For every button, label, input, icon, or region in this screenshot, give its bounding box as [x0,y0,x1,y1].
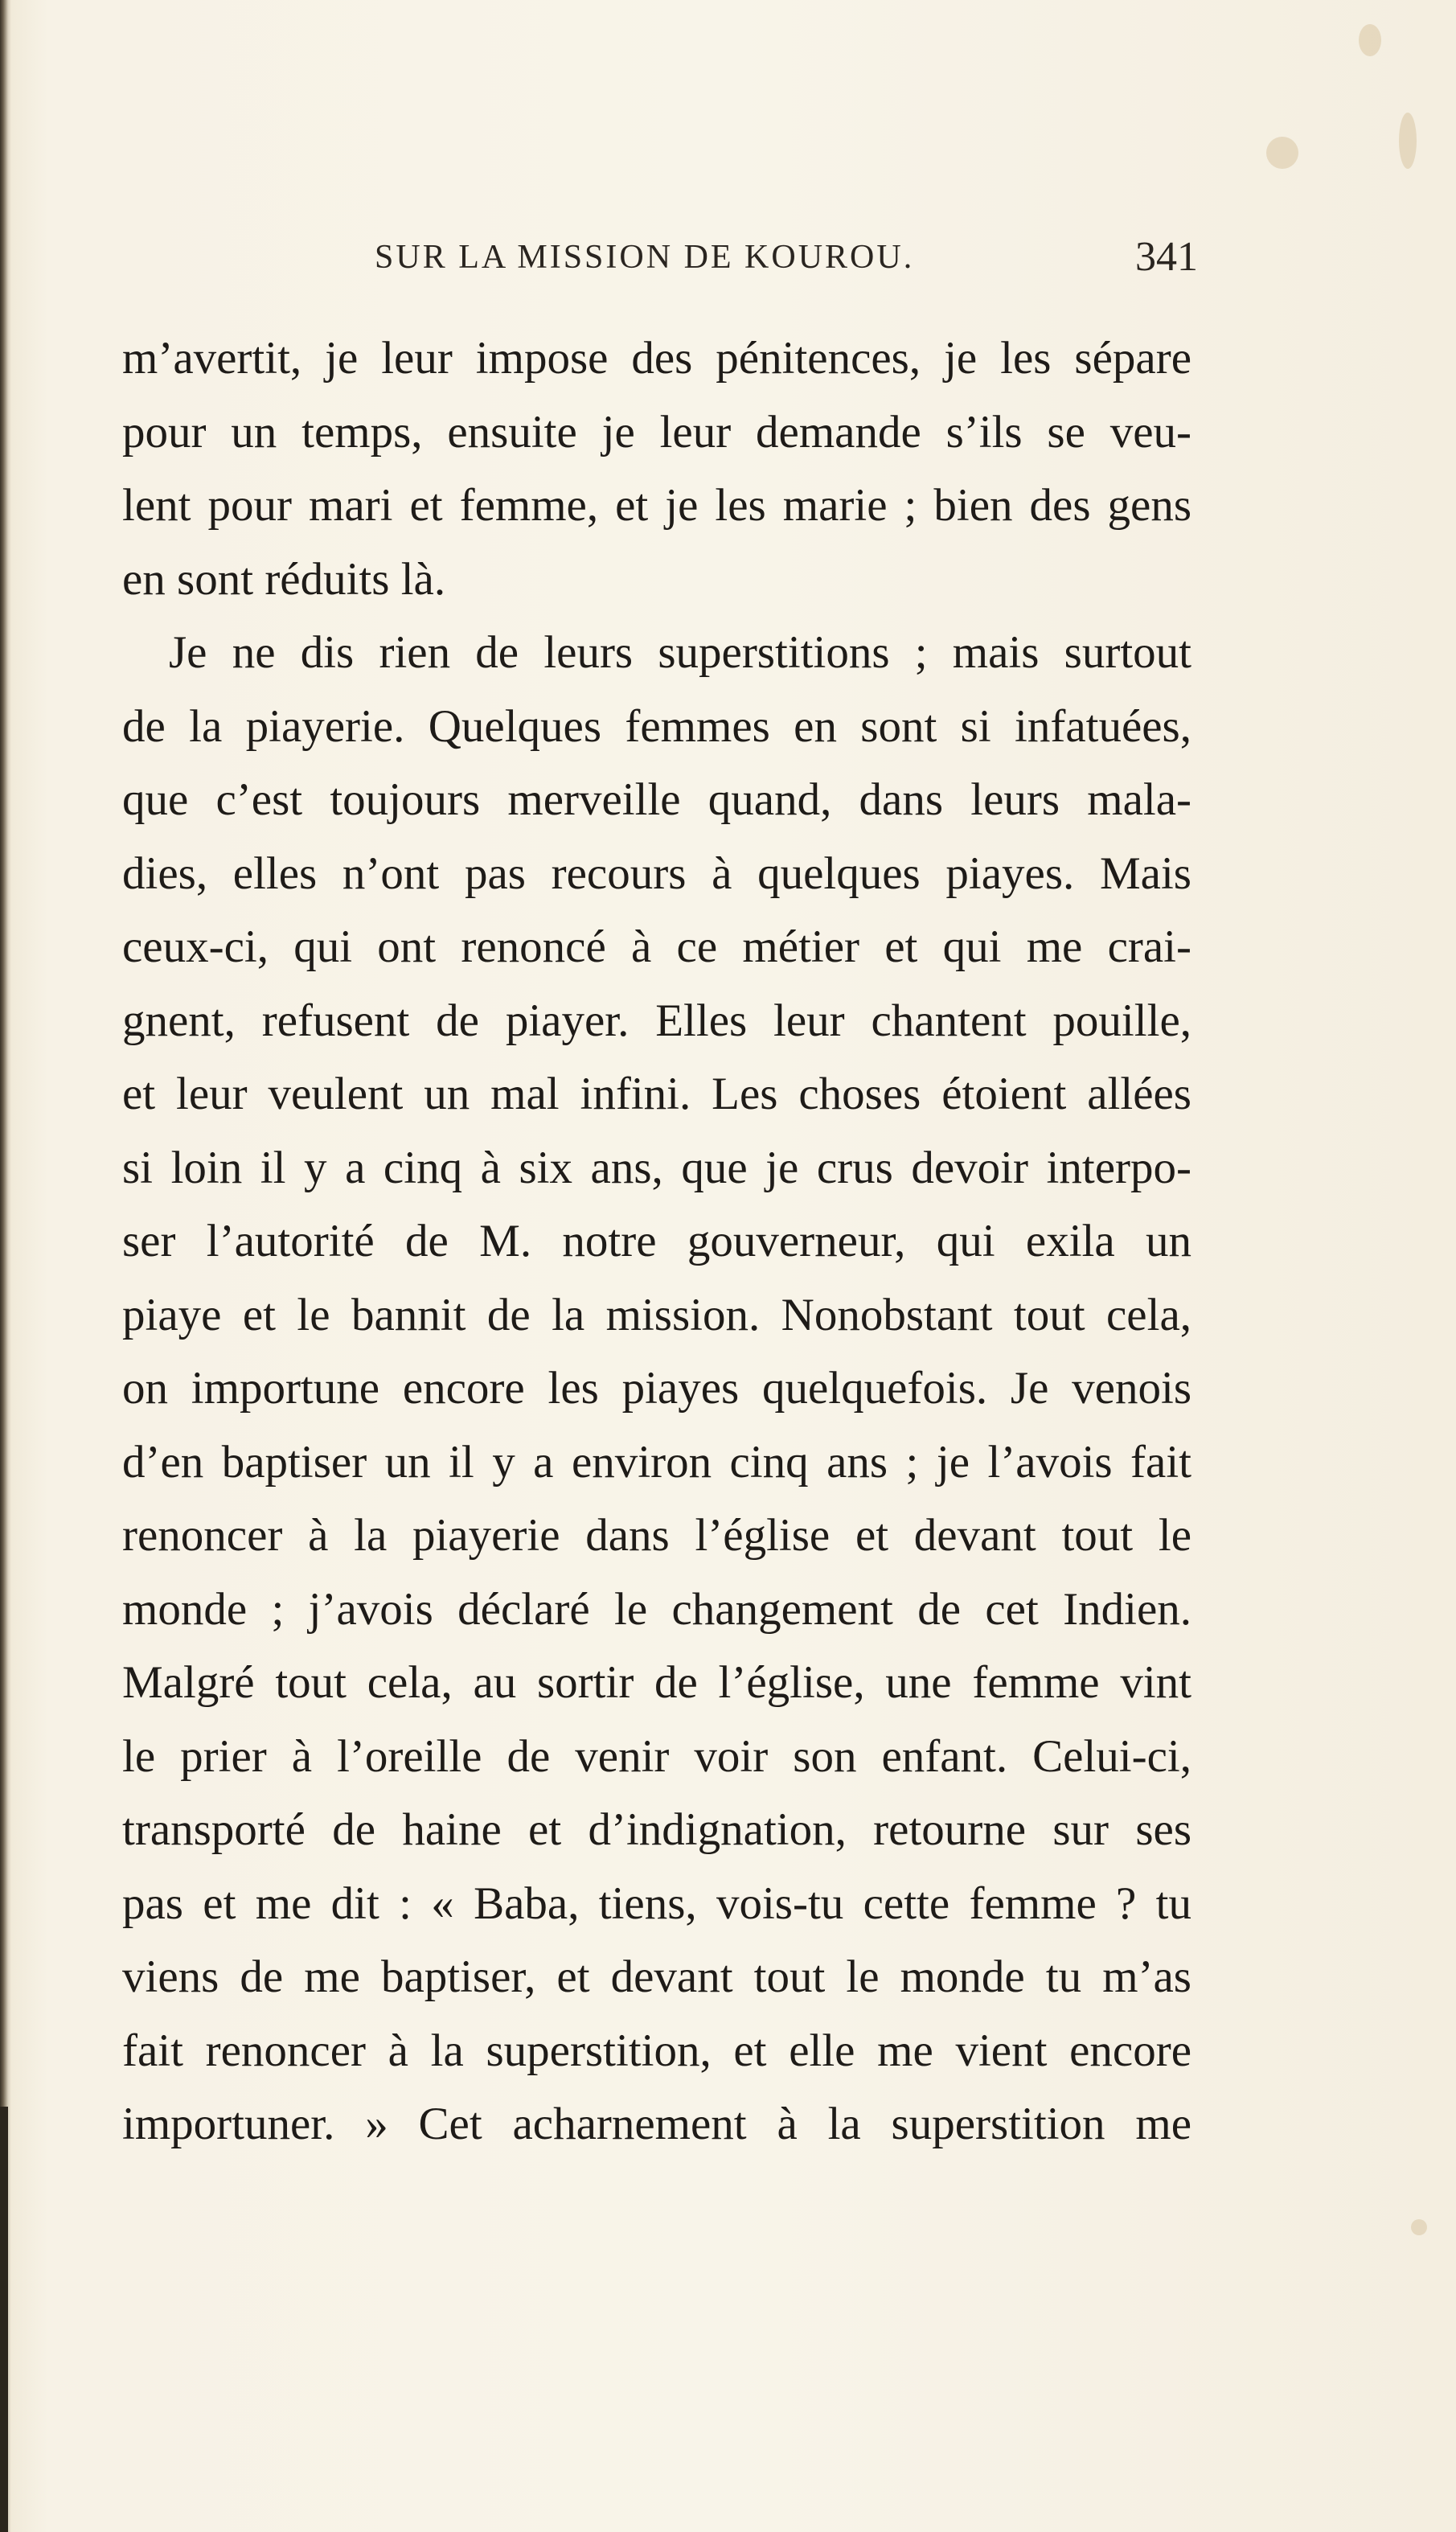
text-line: pas et me dit : « Baba, tiens, vois-tu cette femme ? tu [122,1877,1191,1929]
paper-stain [1411,2219,1427,2235]
page-binding-shadow [0,2107,8,2532]
page-header [121,234,1198,302]
text-line: que c’est toujours merveille quand, dans leurs mala- [122,774,1191,825]
text-line: viens de me baptiser, et devant tout le monde tu m’as [122,1951,1191,2002]
text-line: si loin il y a cinq à six ans, que je crus devoir interpo- [122,1142,1191,1193]
text-line: lent pour mari et femme, et je les marie ; bien des gens [122,480,1191,531]
paper-stain [1359,24,1381,56]
paper-stain [1399,113,1417,169]
text-line: fait renoncer à la superstition, et elle me vient encore [122,2025,1191,2076]
text-line: transporté de haine et d’indignation, retourne sur ses [122,1804,1191,1855]
text-line: et leur veulent un mal infini. Les choses étoient allées [122,1069,1191,1119]
text-line: d’en baptiser un il y a environ cinq ans ; je l’avois fait [122,1436,1191,1488]
text-line: pour un temps, ensuite je leur demande s’ils se veu- [122,406,1191,458]
running-head: SUR LA MISSION DE KOUROU. [375,239,915,276]
text-line: dies, elles n’ont pas recours à quelques piayes. Mais [122,847,1191,899]
body-text [122,322,1191,2161]
text-line: piaye et le bannit de la mission. Nonobstant tout cela, [122,1289,1191,1340]
paper-stain [1266,137,1298,169]
text-line: on importune encore les piayes quelquefois. Je venois [122,1363,1191,1414]
text-line: gnent, refusent de piayer. Elles leur chantent pouille, [122,995,1191,1046]
text-line: m’avertit, je leur impose des pénitences, je les sépare [122,333,1191,384]
text-line: monde ; j’avois déclaré le changement de cet Indien. [122,1583,1191,1635]
text-line: renoncer à la piayerie dans l’église et devant tout le [122,1510,1191,1561]
text-line: ceux-ci, qui ont renoncé à ce métier et qui me crai- [122,921,1191,972]
text-line: de la piayerie. Quelques femmes en sont si infatuées, [122,700,1191,752]
text-line: en sont réduits là. [122,553,446,605]
text-line: ser l’autorité de M. notre gouverneur, qui exila un [122,1216,1191,1266]
text-line: le prier à l’oreille de venir voir son enfant. Celui-ci, [122,1730,1191,1782]
text-line: Malgré tout cela, au sortir de l’église, une femme vint [122,1657,1191,1708]
text-line: Je ne dis rien de leurs superstitions ; mais surtout [169,627,1191,678]
page-number: 341 [1135,234,1198,280]
text-line: importuner. » Cet acharnement à la superstition me [122,2099,1191,2149]
